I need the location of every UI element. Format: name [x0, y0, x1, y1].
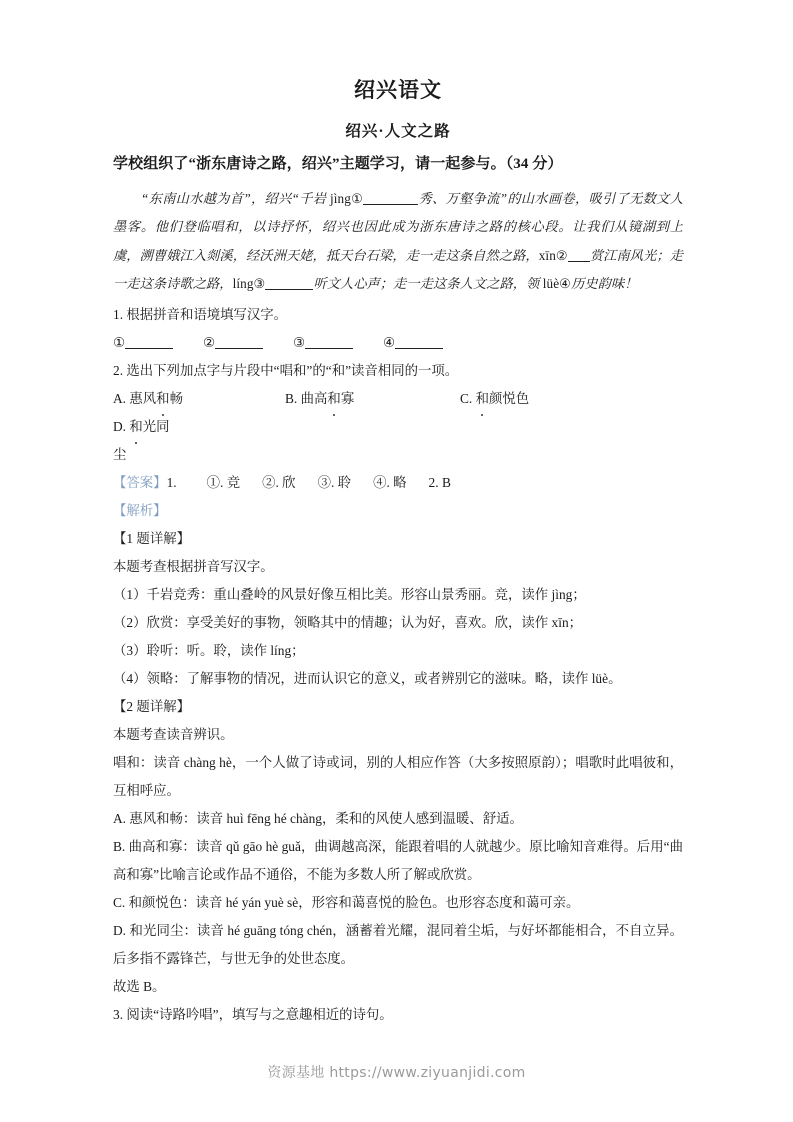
option-a-post: 畅	[169, 390, 183, 406]
option-a-pre: 惠风	[129, 390, 157, 406]
answer-line	[113, 469, 683, 497]
circled-number-2: ②	[555, 247, 568, 263]
pinyin-3: líng	[232, 276, 254, 292]
option-d-post: 光同	[142, 418, 170, 434]
circled-number-3: ③	[253, 276, 266, 292]
analysis-label: 【解析】	[113, 502, 167, 518]
option-a[interactable]	[113, 385, 285, 413]
question-1-answer-blanks	[113, 329, 683, 357]
analysis-q2-heading: 【2 题详解】	[113, 698, 190, 714]
question-1-stem: 1. 根据拼音和语境填写汉字。	[113, 306, 288, 322]
blank-marker-1: ①	[113, 334, 126, 350]
option-b[interactable]	[285, 385, 460, 413]
passage-segment-4: 听文人心声；走一走这条人文之路，领	[313, 276, 543, 292]
analysis-q1-item-3: （3）聆听：听。聆，读作 líng；	[113, 642, 305, 658]
lead-instruction: 学校组织了“浙东唐诗之路，绍兴”主题学习，请一起参与。（34 分）	[113, 155, 563, 172]
answer-item-4: ④. 略	[373, 474, 407, 490]
option-b-post: 寡	[340, 390, 355, 406]
answer-blank-3[interactable]	[305, 335, 353, 349]
analysis-q2-conclusion: 故选 B。	[113, 978, 166, 994]
answer-item-2: ②. 欣	[262, 474, 296, 490]
option-c-dotted-char: 和	[476, 385, 489, 413]
analysis-q1-heading: 【1 题详解】	[113, 530, 190, 546]
reading-passage	[113, 185, 683, 299]
pinyin-4: lüè	[542, 276, 560, 292]
passage-segment-5: 历史韵味！	[571, 276, 638, 292]
passage-segment-3: 赏江南风光；走一走这条诗歌之路，	[113, 247, 683, 292]
option-d-wrapped-char: 尘	[113, 446, 127, 462]
analysis-q2-intro: 本题考查读音辨识。	[113, 726, 234, 742]
page-subtitle: 绍兴·人文之路	[345, 123, 451, 141]
fill-blank-1[interactable]	[363, 191, 418, 205]
option-d[interactable]	[113, 413, 170, 441]
circled-number-4: ④	[559, 276, 572, 292]
watermark: 资源基地 https://www.ziyuanjidi.com	[267, 1065, 526, 1081]
fill-blank-3[interactable]	[265, 277, 313, 291]
document-content	[113, 78, 683, 1029]
analysis-q2-option-d: D. 和光同尘：读音 hé guāng tóng chén，涵蓄着光耀，混同着尘垢，与好坏都能相合，不自立异。后多指不露锋芒，与世无争的处世态度。	[113, 922, 683, 966]
option-c[interactable]	[460, 385, 628, 413]
answer-item-3: ③. 聆	[317, 474, 352, 490]
answer-blank-1[interactable]	[125, 335, 173, 349]
option-b-dotted-char: 和	[327, 385, 340, 413]
answer-blank-2[interactable]	[215, 335, 263, 349]
pinyin-2: xīn	[538, 247, 556, 263]
option-d-letter: D.	[113, 418, 127, 434]
answer-label: 【答案】	[113, 474, 167, 490]
question-3-stem: 3. 阅读“诗路吟唱”，填写与之意趣相近的诗句。	[113, 1006, 393, 1022]
option-d-dotted-char: 和	[129, 413, 142, 441]
passage-segment-2: 秀、万壑争流”的山水画卷，吸引了无数文人墨客。他们登临唱和，以诗抒怀，绍兴也因此成为浙东唐诗之路的核心段。让我们从镜湖到上虞，溯曹娥江入剡溪，经沃洲天姥，抵天台石梁，走一走这条自然之路，	[113, 190, 683, 263]
page-title: 绍兴语文	[354, 78, 442, 102]
analysis-q1-item-2: （2）欣赏：享受美好的事物，领略其中的情趣；认为好，喜欢。欣，读作 xīn；	[113, 614, 583, 630]
analysis-q2-lead: 唱和：读音 chàng hè，一个人做了诗或词，别的人相应作答（大多按照原韵）；唱歌时此唱彼和，互相呼应。	[113, 754, 683, 798]
answer-blank-4[interactable]	[395, 335, 443, 349]
option-a-dotted-char: 和	[156, 385, 169, 413]
analysis-q2-option-a: A. 惠风和畅：读音 huì fēng hé chàng，柔和的风使人感到温暖、舒适。	[113, 810, 523, 826]
option-b-pre: 曲高	[300, 390, 328, 406]
answer-q2: 2. B	[428, 474, 451, 490]
passage-segment-1: “东南山水越为首”，绍兴“千岩	[141, 190, 330, 206]
pinyin-1: jìng	[329, 190, 351, 206]
option-a-letter: A.	[113, 390, 127, 406]
analysis-q2-option-c: C. 和颜悦色：读音 hé yán yuè sè，形容和蔼喜悦的脸色。也形容态度和蔼可亲。	[113, 894, 580, 910]
circled-number-1: ①	[350, 190, 364, 206]
question-2-options	[113, 385, 683, 441]
analysis-q2-option-b: B. 曲高和寡：读音 qǔ gāo hè guǎ，曲调越高深，能跟着唱的人就越少。原比喻知音难得。后用“曲高和寡”比喻言论或作品不通俗，不能为多数人所了解或欣赏。	[113, 838, 683, 882]
blank-marker-3: ③	[293, 334, 306, 350]
option-c-letter: C.	[460, 390, 473, 406]
blank-marker-4: ④	[383, 334, 396, 350]
analysis-q1-item-4: （4）领略：了解事物的情况，进而认识它的意义，或者辨别它的滋味。略，读作 lüè。	[113, 670, 622, 686]
option-b-letter: B.	[285, 390, 298, 406]
fill-blank-2[interactable]	[568, 248, 590, 262]
analysis-q1-intro: 本题考查根据拼音写汉字。	[113, 558, 274, 574]
question-2-stem: 2. 选出下列加点字与片段中“唱和”的“和”读音相同的一项。	[113, 362, 459, 378]
answer-item-1: ①. 竞	[206, 474, 241, 490]
blank-marker-2: ②	[203, 334, 216, 350]
answer-q1-number: 1.	[166, 474, 177, 490]
analysis-q1-item-1: （1）千岩竞秀：重山叠岭的风景好像互相比美。形容山景秀丽。竞，读作 jìng；	[113, 586, 586, 602]
option-c-post: 颜悦色	[489, 390, 530, 406]
